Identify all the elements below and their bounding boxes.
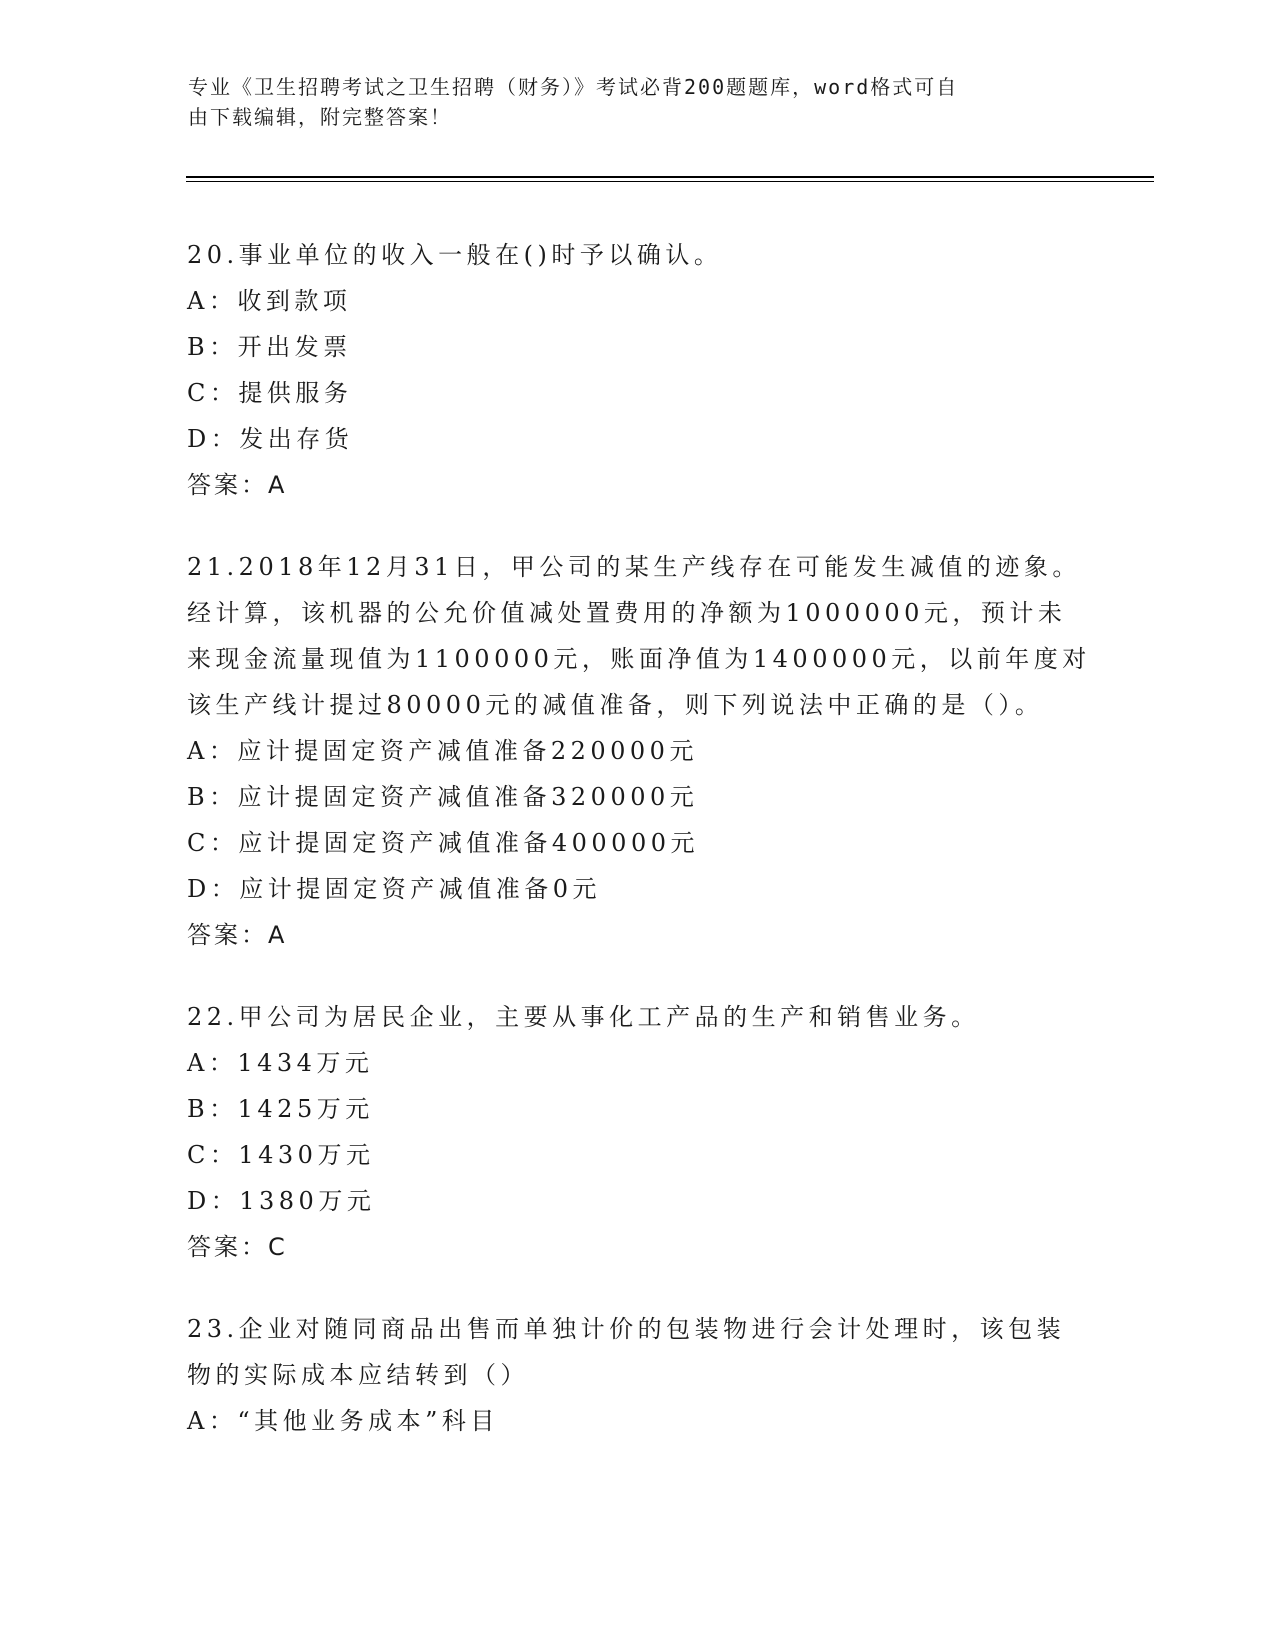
document-header (188, 72, 1068, 132)
stem-line: 来现金流量现值为1100000元，账面净值为1400000元，以前年度对 (187, 645, 1091, 673)
option-a: A：“其他业务成本”科目 (187, 1407, 499, 1435)
stem-line: 该生产线计提过80000元的减值准备，则下列说法中正确的是（）。 (187, 691, 1044, 719)
option-a: A：应计提固定资产减值准备220000元 (187, 737, 698, 765)
stem-line: 经计算，该机器的公允价值减处置费用的净额为1000000元，预计未 (187, 599, 1067, 627)
answer: 答案：A (187, 471, 288, 499)
answer: 答案：C (187, 1233, 288, 1261)
option-d: D：应计提固定资产减值准备0元 (187, 875, 602, 903)
stem-line: 20.事业单位的收入一般在()时予以确认。 (187, 241, 723, 269)
stem-line: 21.2018年12月31日，甲公司的某生产线存在可能发生减值的迹象。 (187, 553, 1081, 581)
option-a: A：1434万元 (187, 1049, 374, 1077)
header-divider-thin (186, 181, 1154, 182)
option-a: A：收到款项 (187, 287, 352, 315)
header-divider (186, 176, 1154, 178)
header-line-2: 由下载编辑，附完整答案！ (188, 105, 452, 129)
option-b: B：1425万元 (187, 1095, 374, 1123)
question-stem (187, 994, 1087, 1040)
stem-line: 物的实际成本应结转到（） (187, 1361, 529, 1389)
question-20 (187, 232, 1087, 508)
answer: 答案：A (187, 921, 288, 949)
question-stem (187, 232, 1087, 278)
option-d: D：发出存货 (187, 425, 354, 453)
stem-line: 22.甲公司为居民企业，主要从事化工产品的生产和销售业务。 (187, 1003, 980, 1031)
question-21 (187, 544, 1091, 958)
question-22 (187, 994, 1087, 1270)
question-stem (187, 1306, 1087, 1398)
stem-line: 23.企业对随同商品出售而单独计价的包装物进行会计处理时，该包装 (187, 1315, 1066, 1343)
question-list (187, 232, 1091, 1480)
question-stem (187, 544, 1091, 728)
question-23 (187, 1306, 1087, 1444)
header-line-1: 专业《卫生招聘考试之卫生招聘（财务）》考试必背200题题库，word格式可自 (188, 75, 959, 99)
option-b: B：应计提固定资产减值准备320000元 (187, 783, 699, 811)
option-d: D：1380万元 (187, 1187, 376, 1215)
option-c: C：提供服务 (187, 379, 353, 407)
option-c: C：1430万元 (187, 1141, 375, 1169)
option-b: B：开出发票 (187, 333, 352, 361)
option-c: C：应计提固定资产减值准备400000元 (187, 829, 699, 857)
